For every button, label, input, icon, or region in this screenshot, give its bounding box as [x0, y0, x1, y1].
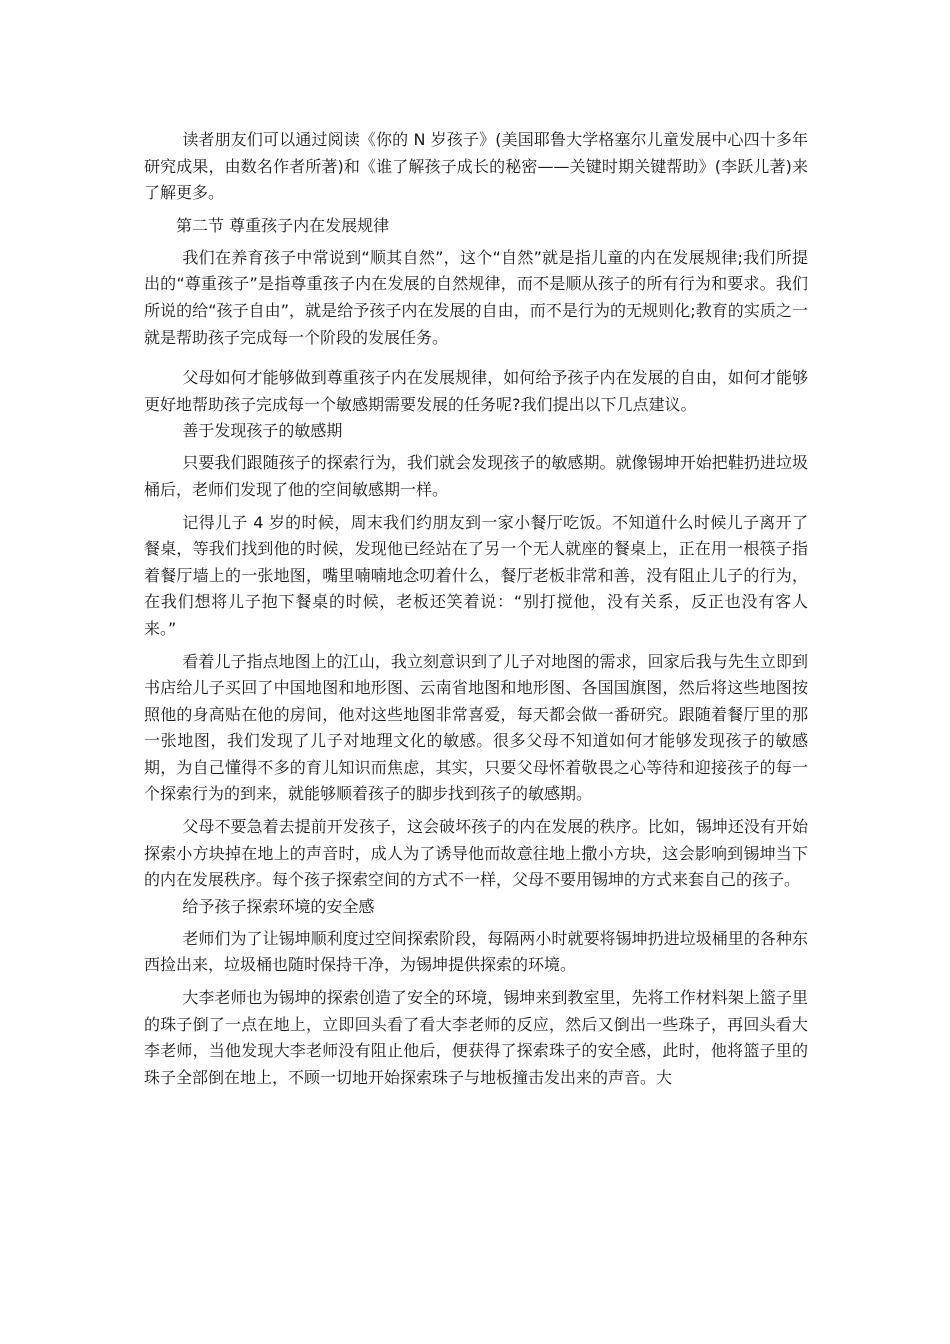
- paragraph-beads: 大李老师也为锡坤的探索创造了安全的环境，锡坤来到教室里，先将工作材料架上篮子里的珠子倒了一点在地上，立即回头看了看大李老师的反应，然后又倒出一些珠子，再回头看大李老师，当他发现大李老师没有阻止他后，便获得了探索珠子的安全感，此时，他将篮子里的珠子全部倒在地上，不顾一切地开始探索珠子与地板撞击发出来的声音。大: [144, 988, 808, 1087]
- document-page: [144, 127, 808, 1091]
- subheading-discover-sensitive-period: 善于发现孩子的敏感期: [182, 421, 343, 441]
- paragraph-natural-law: 我们在养育孩子中常说到“顺其自然”，这个“自然”就是指儿童的内在发展规律;我们所提出的“尊重孩子”是指尊重孩子内在发展的自然规律，而不是顺从孩子的所有行为和要求。我们所说的给“孩子自由”，就是给予孩子内在发展的自由，而不是行为的无规则化;教育的实质之一就是帮助孩子完成每一个阶段的发展任务。: [144, 247, 808, 347]
- paragraph-how-to-respect: 父母如何才能够做到尊重孩子内在发展规律，如何给予孩子内在发展的自由，如何才能够更好地帮助孩子完成每一个敏感期需要发展的任务呢?我们提出以下几点建议。: [144, 368, 808, 414]
- paragraph-no-early-development: 父母不要急着去提前开发孩子，这会破坏孩子的内在发展的秩序。比如，锡坤还没有开始探索小方块掉在地上的声音时，成人为了诱导他而故意往地上撒小方块，这会影响到锡坤当下的内在发展秩序。每个孩子探索空间的方式不一样，父母不要用锡坤的方式来套自己的孩子。: [144, 817, 808, 890]
- paragraph-reading-recommendation: 读者朋友们可以通过阅读《你的 N 岁孩子》(美国耶鲁大学格塞尔儿童发展中心四十多年研究成果，由数名作者所著)和《谁了解孩子成长的秘密——关键时期关键帮助》(李跃儿著)来了解更多。: [144, 130, 808, 203]
- section-title: 第二节 尊重孩子内在发展规律: [176, 215, 390, 235]
- paragraph-restaurant-map: 记得儿子 4 岁的时候，周末我们约朋友到一家小餐厅吃饭。不知道什么时候儿子离开了餐桌，等我们找到他的时候，发现他已经站在了另一个无人就座的餐桌上，正在用一根筷子指着餐厅墙上的一张地图，嘴里喃喃地念叨着什么，餐厅老板非常和善，没有阻止儿子的行为，在我们想将儿子抱下餐桌的时候，老板还笑着说：“别打搅他，没有关系，反正也没有客人来。”: [144, 512, 808, 638]
- paragraph-trash-bin: 老师们为了让锡坤顺利度过空间探索阶段，每隔两小时就要将锡坤扔进垃圾桶里的各种东西捡出来，垃圾桶也随时保持干净，为锡坤提供探索的环境。: [144, 928, 808, 975]
- paragraph-follow-exploration: 只要我们跟随孩子的探索行为，我们就会发现孩子的敏感期。就像锡坤开始把鞋扔进垃圾桶后，老师们发现了他的空间敏感期一样。: [144, 453, 808, 499]
- paragraph-map-sensitivity: 看着儿子指点地图上的江山，我立刻意识到了儿子对地图的需求，回家后我与先生立即到书店给儿子买回了中国地图和地形图、云南省地图和地形图、各国国旗图，然后将这些地图按照他的身高贴在他的房间，他对这些地图非常喜爱，每天都会做一番研究。跟随着餐厅里的那一张地图，我们发现了儿子对地理文化的敏感。很多父母不知道如何才能够发现孩子的敏感期，为自己懂得不多的育儿知识而焦虑，其实，只要父母怀着敬畏之心等待和迎接孩子的每一个探索行为的到来，就能够顺着孩子的脚步找到孩子的敏感期。: [144, 651, 808, 804]
- subheading-safe-environment: 给予孩子探索环境的安全感: [182, 896, 375, 916]
